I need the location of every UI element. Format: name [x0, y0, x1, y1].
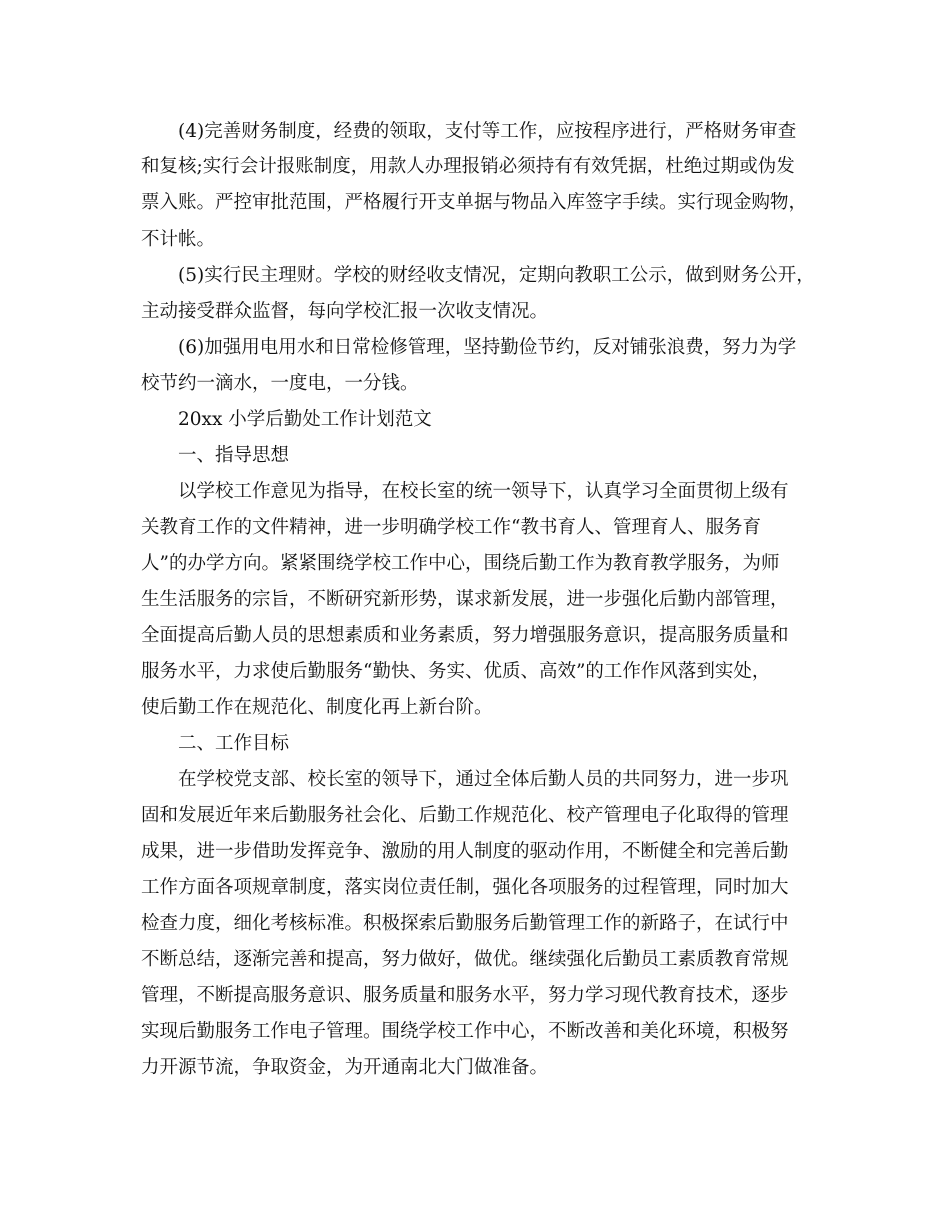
paragraph-5-line-1: (5)实行民主理财。学校的财经收支情况，定期向教职工公示，做到财务公开， — [178, 265, 815, 286]
heading-guiding-ideology: 一、指导思想 — [178, 445, 290, 466]
paragraph-guiding-line-7: 使后勤工作在规范化、制度化再上新台阶。 — [141, 697, 493, 718]
paragraph-guiding-line-4: 生生活服务的宗旨，不断研究新形势，谋求新发展，进一步强化后勤内部管理， — [141, 589, 789, 610]
paragraph-5-line-2: 主动接受群众监督，每向学校汇报一次收支情况。 — [141, 301, 549, 322]
paragraph-goals-line-1: 在学校党支部、校长室的领导下，通过全体后勤人员的共同努力，进一步巩 — [178, 769, 789, 790]
paragraph-4-line-1: (4)完善财务制度，经费的领取，支付等工作，应按程序进行，严格财务审查 — [178, 121, 797, 142]
paragraph-goals-line-5: 检查力度，细化考核标准。积极探索后勤服务后勤管理工作的新路子，在试行中 — [141, 913, 789, 934]
paragraph-goals-line-3: 成果，进一步借助发挥竞争、激励的用人制度的驱动作用，不断健全和完善后勤 — [141, 841, 789, 862]
paragraph-4-line-2: 和复核;实行会计报账制度，用款人办理报销必须持有有效凭据，杜绝过期或伪发 — [141, 156, 795, 177]
paragraph-goals-line-8: 实现后勤服务工作电子管理。围绕学校工作中心，不断改善和美化环境，积极努 — [141, 1021, 789, 1042]
paragraph-guiding-line-3: 人”的办学方向。紧紧围绕学校工作中心，围绕后勤工作为教育教学服务，为师 — [141, 553, 780, 574]
paragraph-guiding-line-5: 全面提高后勤人员的思想素质和业务素质，努力增强服务意识，提高服务质量和 — [141, 625, 789, 646]
document-title: 20xx 小学后勤处工作计划范文 — [178, 409, 432, 430]
paragraph-goals-line-7: 管理，不断提高服务意识、服务质量和服务水平，努力学习现代教育技术，逐步 — [141, 985, 789, 1006]
paragraph-goals-line-6: 不断总结，逐渐完善和提高，努力做好，做优。继续强化后勤员工素质教育常规 — [141, 949, 789, 970]
heading-work-goals: 二、工作目标 — [178, 733, 290, 754]
paragraph-6-line-2: 校节约一滴水，一度电，一分钱。 — [141, 373, 419, 394]
paragraph-4-line-4: 不计帐。 — [141, 229, 216, 250]
paragraph-guiding-line-6: 服务水平，力求使后勤服务“勤快、务实、优质、高效”的工作作风落到实处， — [141, 661, 771, 682]
paragraph-goals-line-4: 工作方面各项规章制度，落实岗位责任制，强化各项服务的过程管理，同时加大 — [141, 877, 789, 898]
paragraph-goals-line-2: 固和发展近年来后勤服务社会化、后勤工作规范化、校产管理电子化取得的管理 — [141, 805, 789, 826]
paragraph-4-line-3: 票入账。严控审批范围，严格履行开支单据与物品入库签字手续。实行现金购物， — [141, 192, 808, 213]
paragraph-goals-line-9: 力开源节流，争取资金，为开通南北大门做准备。 — [141, 1057, 549, 1078]
paragraph-6-line-1: (6)加强用电用水和日常检修管理，坚持勤俭节约，反对铺张浪费，努力为学 — [178, 337, 797, 358]
paragraph-guiding-line-1: 以学校工作意见为指导，在校长室的统一领导下，认真学习全面贯彻上级有 — [178, 481, 789, 502]
paragraph-guiding-line-2: 关教育工作的文件精神，进一步明确学校工作“教书育人、管理育人、服务育 — [141, 517, 761, 538]
